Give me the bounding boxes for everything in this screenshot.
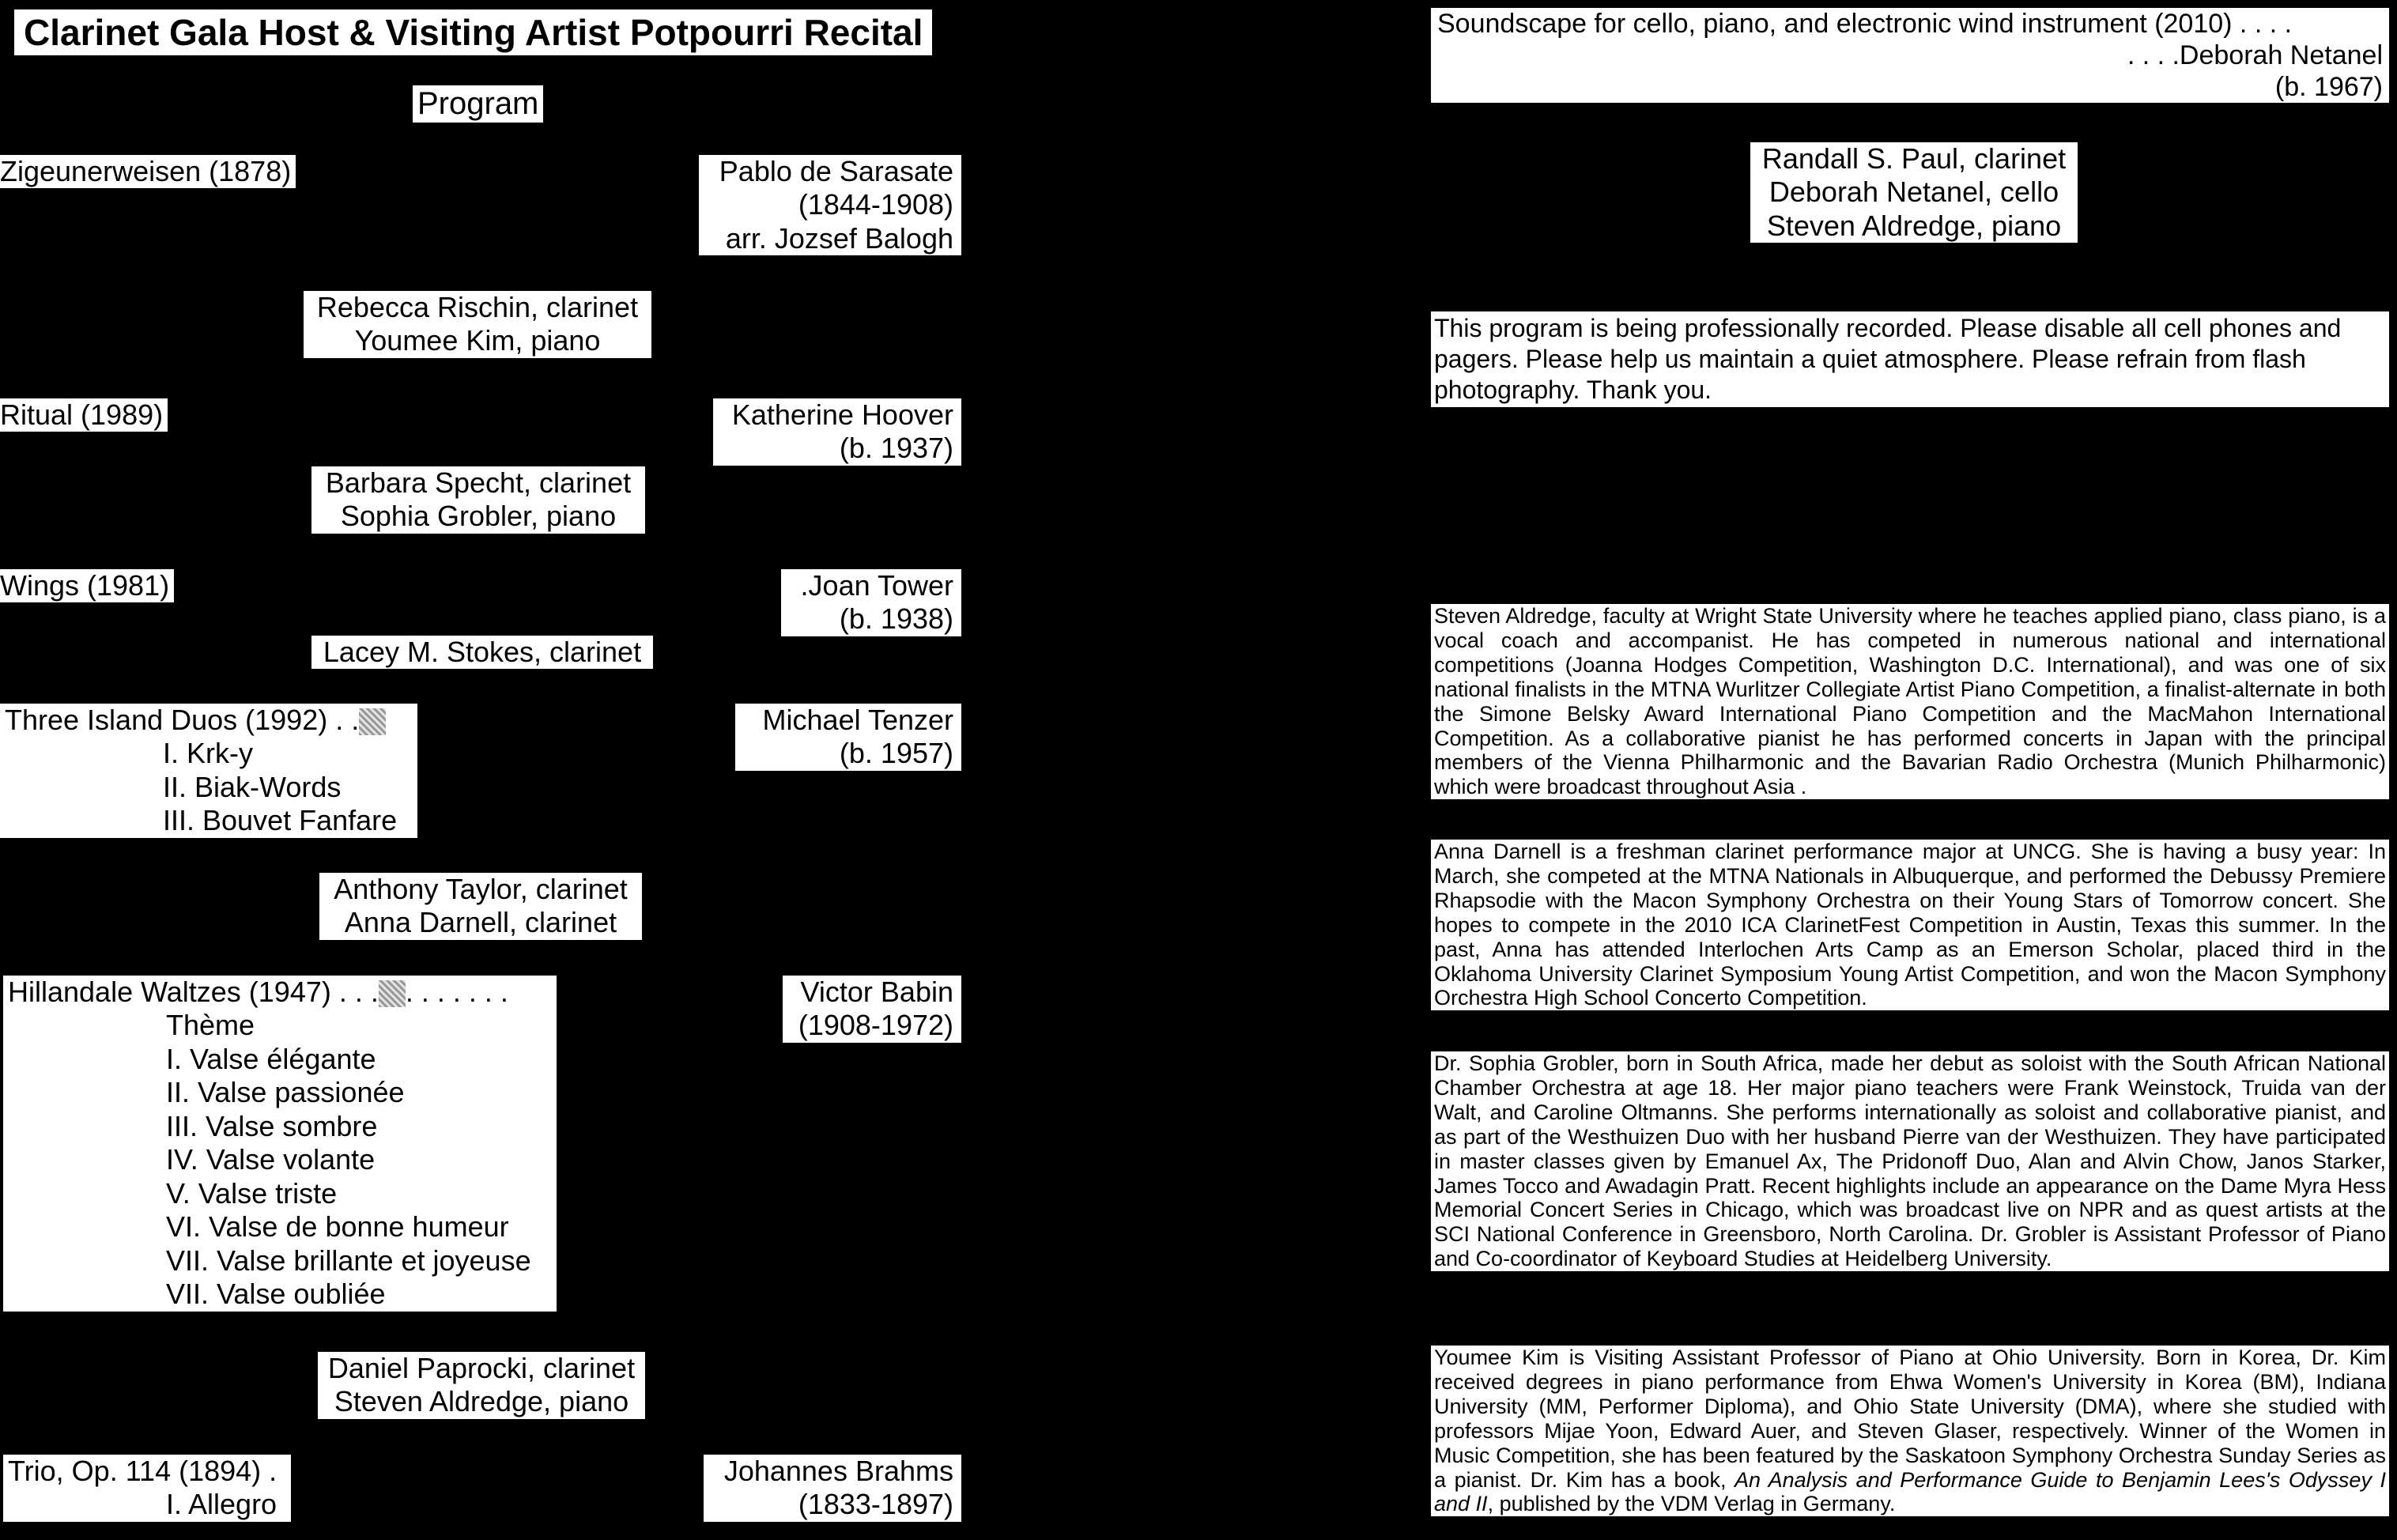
- composer-tenzer: [735, 704, 961, 771]
- movement: II. Biak-Words: [163, 770, 342, 803]
- work-title-ritual: Ritual (1989): [0, 398, 168, 432]
- composer-babin: [783, 976, 961, 1043]
- recording-notice: This program is being professionally recorded. Please disable all cell phones and pagers. Please help us maintain a quiet atmosphere. Please refrain from flash photography. Thank you.: [1431, 311, 2389, 407]
- bio-text: Youmee Kim is Visiting Assistant Professor of Piano at Ohio University. Born in Korea, Dr. Kim received degrees in piano performance from Ehwa Women's University in Korea (BM), Indiana University (MM, Performer Diploma), and Ohio State University (DMA), where she studied with professors Mijae Yoon, Edward Auer, and Steven Glaser, respectively. Winner of the Women in Music Competition, she has been featured by the Saskatoon Symphony Orchestra Sunday Series as a pianist. Dr. Kim has a book,: [1434, 1346, 2386, 1492]
- work-hillandale-waltzes: [3, 976, 557, 1312]
- work-title-zigeunerweisen: Zigeunerweisen (1878): [0, 155, 296, 188]
- work-title-wings: Wings (1981): [0, 569, 174, 602]
- work-title: Hillandale Waltzes (1947) . . . . . . . . . .: [8, 976, 508, 1008]
- composer-brahms: [704, 1455, 961, 1522]
- movement: I. Valse élégante: [166, 1042, 376, 1075]
- smudge-mark: [379, 980, 406, 1007]
- soundscape-listing: [1431, 8, 2389, 103]
- book-title: An Analysis and Performance Guide to Benjamin Lees's Odyssey I and II: [1434, 1467, 2386, 1516]
- composer-dates: (1908-1972): [798, 1009, 953, 1042]
- performers-ritual: [311, 466, 645, 534]
- bio-text-end: , published by the VDM Verlag in Germany.: [1487, 1492, 1896, 1516]
- composer-name: . . . .Deborah Netanel: [2127, 40, 2383, 71]
- movement: III. Valse sombre: [166, 1109, 378, 1142]
- smudge-mark: [359, 708, 386, 735]
- performer: Daniel Paprocki, clarinet: [327, 1352, 636, 1384]
- work-title: Soundscape for cello, piano, and electronic wind instrument (2010) . . . .: [1437, 9, 2293, 39]
- movement: Thème: [166, 1009, 255, 1042]
- performer: Lacey M. Stokes, clarinet: [323, 636, 642, 668]
- performer: Youmee Kim, piano: [354, 324, 601, 357]
- composer-dates: (b. 1937): [839, 432, 953, 465]
- performer: Randall S. Paul, clarinet: [1761, 142, 2067, 175]
- recital-title: Clarinet Gala Host & Visiting Artist Potpourri Recital: [14, 9, 932, 55]
- composer-hoover: [713, 398, 961, 466]
- composer-name: Johannes Brahms: [723, 1455, 953, 1487]
- composer-name: Michael Tenzer: [762, 704, 953, 736]
- performer: Anthony Taylor, clarinet: [334, 873, 628, 905]
- composer-dates: (b. 1967): [2274, 72, 2383, 103]
- composer-name: Victor Babin: [800, 976, 953, 1008]
- performers-hillandale-waltzes: [318, 1352, 645, 1419]
- work-title: Three Island Duos (1992) . .: [5, 704, 417, 737]
- work-three-island-duos: [0, 704, 417, 838]
- performer: Sophia Grobler, piano: [340, 500, 617, 533]
- performers-soundscape: [1750, 142, 2078, 243]
- movement: VII. Valse oubliée: [166, 1278, 386, 1311]
- composer-name: Pablo de Sarasate: [719, 155, 953, 187]
- performer: Anna Darnell, clarinet: [344, 906, 617, 939]
- composer-dates: (b. 1938): [839, 602, 953, 636]
- performers-three-island-duos: [319, 873, 642, 940]
- movement: III. Bouvet Fanfare: [163, 804, 398, 837]
- performers-zigeunerweisen: [304, 291, 651, 358]
- performers-wings: [311, 636, 653, 669]
- program-heading: Program: [413, 85, 543, 123]
- movement: VII. Valse brillante et joyeuse: [166, 1244, 531, 1277]
- composer-sarasate: [699, 155, 961, 255]
- bio-sophia-grobler: Dr. Sophia Grobler, born in South Africa, made her debut as soloist with the South African National Chamber Orchestra at age 18. Her major piano teachers were Frank Weinstock, Truida van der Walt, and Caroline Oltmanns. She performs internationally as soloist and collaborative pianist, and as part of the Westhuizen Duo with her husband Pierre van der Westhuizen. They have participated in master classes given by Emanuel Ax, The Pridonoff Duo, Alan and Alvin Chow, Janos Starker, James Tocco and Awadagin Pratt. Recent highlights include an appearance on the Dame Myra Hess Memorial Concert Series in Chicago, which was broadcast live on NPR and as quest artists at the SCI National Conference in Greensboro, North Carolina. Dr. Grobler is Assistant Professor of Piano and Co-coordinator of Keyboard Studies at Heidelberg University.: [1431, 1051, 2389, 1271]
- performer: Deborah Netanel, cello: [1768, 176, 2059, 209]
- composer-name: Katherine Hoover: [731, 398, 953, 431]
- composer-dates: (b. 1957): [839, 737, 953, 770]
- composer-name: .Joan Tower: [800, 569, 953, 602]
- bio-anna-darnell: Anna Darnell is a freshman clarinet performance major at UNCG. She is having a busy year: In March, she competed at the MTNA Nationals in Albuquerque, and performed the Debussy Premiere Rhapsodie with the Macon Symphony Orchestra on their Young Stars of Tomorrow concert. She hopes to compete in the 2010 ICA ClarinetFest Competition in Austin, Texas this summer. In the past, Anna has attended Interlochen Arts Camp as an Emerson Scholar, placed third in the Oklahoma University Clarinet Symposium Young Artist Competition, and won the Macon Symphony Orchestra High School Concerto Competition.: [1431, 840, 2389, 1010]
- composer-dates: (1833-1897): [798, 1488, 953, 1521]
- arranger: arr. Jozsef Balogh: [725, 221, 953, 255]
- composer-dates: (1844-1908): [798, 188, 953, 221]
- work-trio-op114: [3, 1455, 291, 1522]
- work-title: Trio, Op. 114 (1894) .: [8, 1455, 277, 1487]
- movement: V. Valse triste: [166, 1176, 338, 1210]
- movement: I. Allegro: [166, 1488, 277, 1521]
- bio-youmee-kim: [1431, 1346, 2389, 1516]
- performer: Steven Aldredge, piano: [1766, 209, 2062, 242]
- movement: I. Krk-y: [163, 737, 253, 770]
- movement: IV. Valse volante: [166, 1143, 376, 1176]
- performer: Barbara Specht, clarinet: [325, 466, 632, 499]
- performer: Rebecca Rischin, clarinet: [316, 291, 639, 323]
- composer-tower: [781, 569, 961, 636]
- bio-steven-aldredge: Steven Aldredge, faculty at Wright State University where he teaches applied piano, class piano, is a vocal coach and accompanist. He has competed in numerous national and international competitions (Joanna Hodges Competition, Washington D.C. International), and was one of six national finalists in the MTNA Wurlitzer Collegiate Artist Piano Competition, a finalist-alternate in both the Simone Belsky Award International Piano Competition and the MacMahon International Competition. As a collaborative pianist he has performed concerts in Japan with the principal members of the Vienna Philharmonic and the Bavarian Radio Orchestra (Munich Philharmonic) which were broadcast throughout Asia .: [1431, 604, 2389, 799]
- performer: Steven Aldredge, piano: [334, 1385, 629, 1418]
- movement: II. Valse passionée: [166, 1076, 405, 1109]
- movement: VI. Valse de bonne humeur: [166, 1210, 509, 1244]
